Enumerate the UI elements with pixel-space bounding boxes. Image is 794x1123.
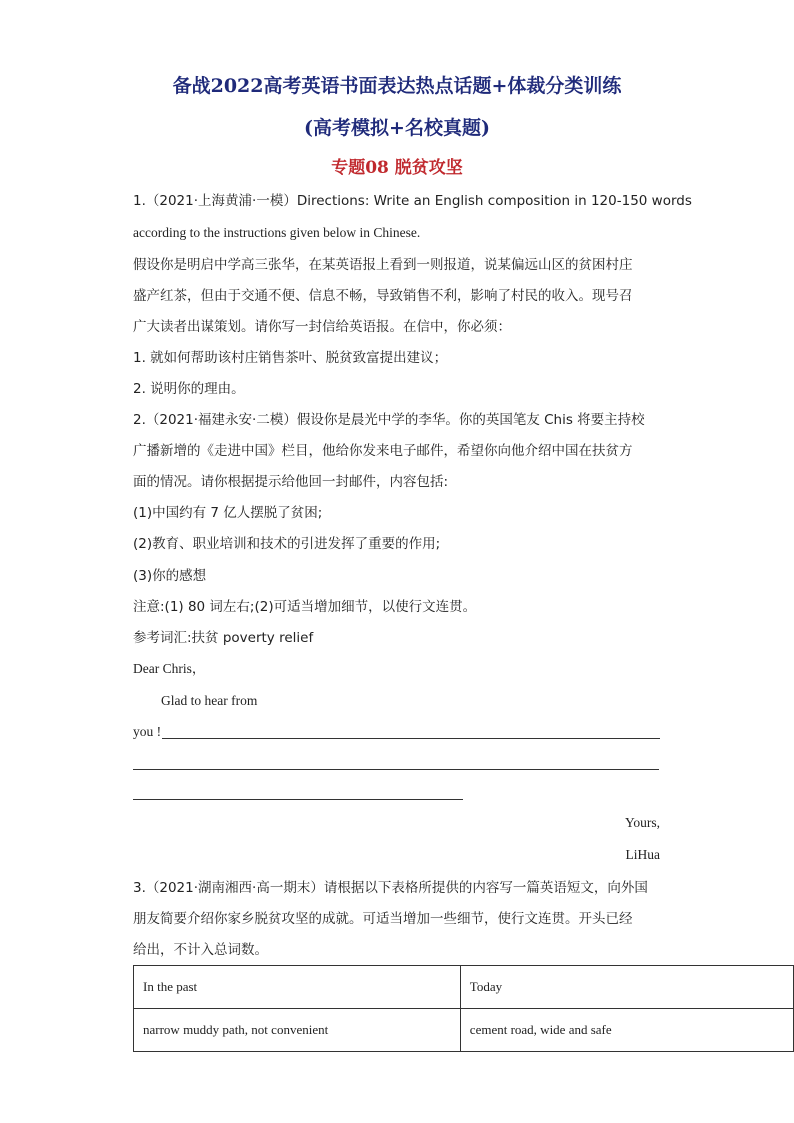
- q2-line: (3)你的感想: [133, 568, 207, 584]
- letter-closing: Yours,: [624, 815, 660, 830]
- document-subtitle-parenthetical: (高考模拟+名校真题): [304, 117, 490, 139]
- q1-line: 假设你是明启中学高三张华，在某英语报上看到一则报道，说某偏远山区的贫困村庄: [133, 257, 633, 273]
- letter-greeting: Dear Chris，: [133, 661, 206, 676]
- table-cell: cement road, wide and safe: [460, 1009, 793, 1052]
- q2-line: 2.（2021·福建永安·二模）假设你是晨光中学的李华。你的英国笔友 Chis 将要主持校: [133, 412, 645, 428]
- q2-line: 广播新增的《走进中国》栏目，他给你发来电子邮件，希望你向他介绍中国在扶贫方: [133, 443, 633, 459]
- table-header-row: [134, 966, 794, 1009]
- answer-line[interactable]: [162, 738, 660, 739]
- q2-line: 参考词汇:扶贫 poverty relief: [133, 630, 314, 646]
- q2-line: (1)中国约有 7 亿人摆脱了贫困;: [133, 505, 323, 521]
- table-header-cell: In the past: [134, 966, 461, 1009]
- comparison-table: [133, 965, 794, 1052]
- table-row: [134, 1009, 794, 1052]
- q1-line: 广大读者出谋策划。请你写一封信给英语报。在信中，你必须：: [133, 319, 511, 335]
- letter-signature: LiHua: [625, 847, 660, 862]
- letter-you: you !: [133, 724, 162, 739]
- document-title: 备战2022高考英语书面表达热点话题+体裁分类训练: [172, 75, 622, 97]
- q1-line: according to the instructions given below in Chinese.: [133, 225, 421, 240]
- q1-line: 1.（2021·上海黄浦·一模）Directions: Write an English composition in 120-150 words: [133, 193, 692, 209]
- letter-opening: Glad to hear from: [161, 693, 258, 708]
- q2-line: 注意:(1) 80 词左右;(2)可适当增加细节，以使行文连贯。: [133, 599, 477, 615]
- q3-line: 给出，不计入总词数。: [133, 942, 268, 958]
- q1-line: 1. 就如何帮助该村庄销售茶叶、脱贫致富提出建议；: [133, 350, 448, 366]
- table-cell: narrow muddy path, not convenient: [134, 1009, 461, 1052]
- table-header-cell: Today: [460, 966, 793, 1009]
- q3-line: 朋友简要介绍你家乡脱贫攻坚的成就。可适当增加一些细节，使行文连贯。开头已经: [133, 911, 633, 927]
- q1-line: 2. 说明你的理由。: [133, 381, 245, 397]
- answer-line[interactable]: [133, 799, 463, 800]
- topic-heading: 专题08 脱贫攻坚: [331, 158, 463, 178]
- q3-line: 3.（2021·湖南湘西·高一期末）请根据以下表格所提供的内容写一篇英语短文，向外国: [133, 880, 648, 896]
- answer-line[interactable]: [133, 769, 659, 770]
- q2-line: 面的情况。请你根据提示给他回一封邮件，内容包括:: [133, 474, 449, 490]
- q2-line: (2)教育、职业培训和技术的引进发挥了重要的作用;: [133, 536, 441, 552]
- q1-line: 盛产红茶，但由于交通不便、信息不畅，导致销售不利，影响了村民的收入。现号召: [133, 288, 633, 304]
